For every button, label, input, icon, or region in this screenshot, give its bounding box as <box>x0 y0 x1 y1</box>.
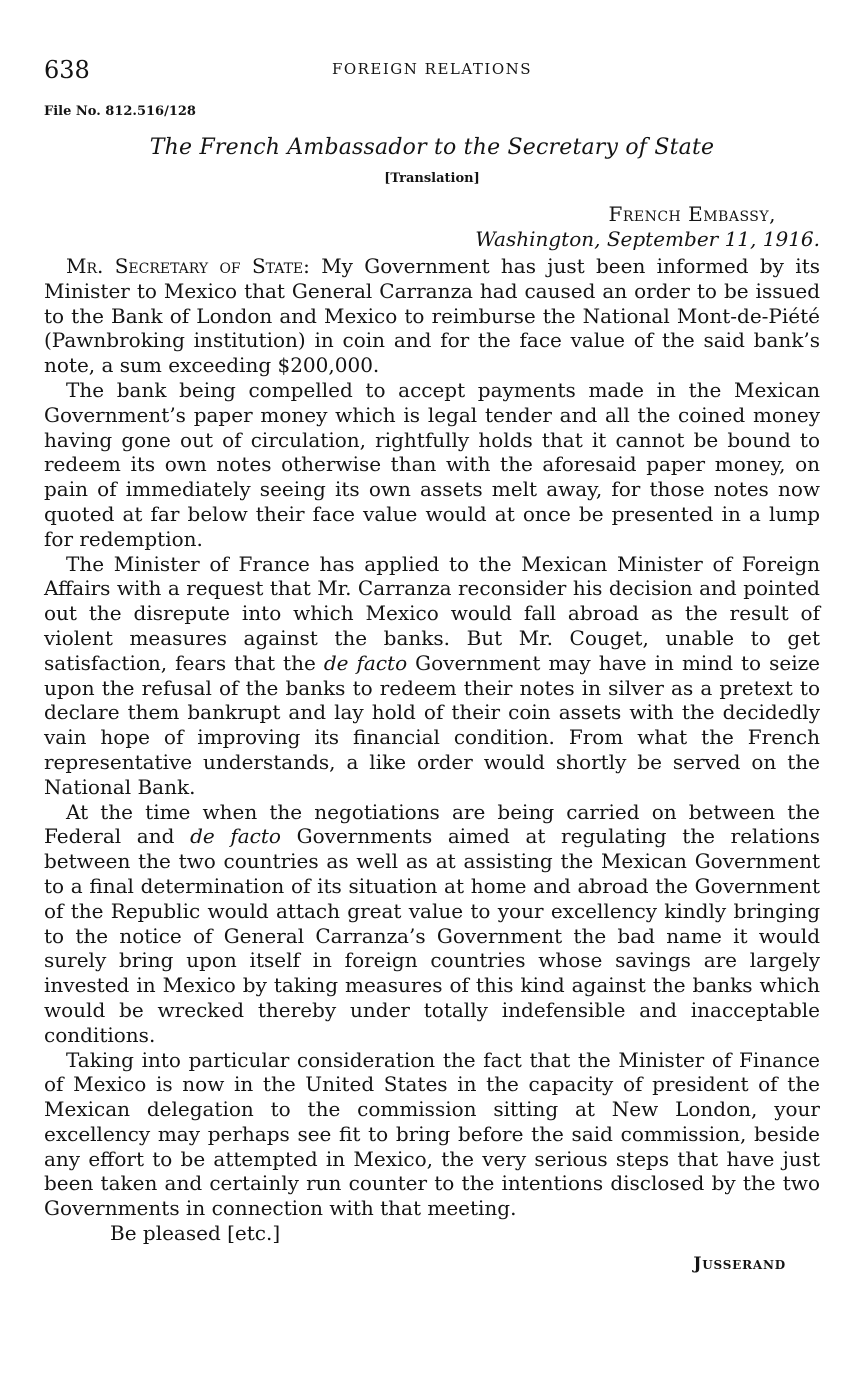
translation-note: [Translation] <box>384 171 480 186</box>
dateline-date: Washington, September 11, 1916. <box>475 227 820 251</box>
document-title: The French Ambassador to the Secretary of State <box>149 135 715 160</box>
paragraph-1 <box>44 254 820 378</box>
salutation: Mr. Secretary of State: <box>66 254 310 278</box>
running-head <box>44 52 820 86</box>
running-title: FOREIGN RELATIONS <box>331 60 533 78</box>
paragraph-3-text-a: The Minister of France has applied to the Mexican Minister of Foreign Affairs with a request that Mr. Carranza reconsider his decision and pointed out the disrepute into which Mexico would fall abroad as the result of violent measures against the banks. But Mr. Couget, unable to get satisfaction, fears that the <box>44 551 820 675</box>
closing: Be pleased [etc.] <box>110 1221 281 1246</box>
page-number: 638 <box>44 56 90 84</box>
paragraph-4 <box>44 800 820 1048</box>
file-number: File No. 812.516/128 <box>44 104 196 119</box>
paragraph-1-text: My Government has just been informed by its Minister to Mexico that General Carranza had caused an order to be issued to the Bank of London and Mexico to reimburse the National Mont-de-Piété (Pawnbroking institution) in coin and for the face value of the said bank’s note, a sum exceeding $200,000. <box>44 254 820 378</box>
paragraph-4-text-b: Governments aimed at regulating the relations between the two countries as well as at assisting the Mexican Government to a final determination of its situation at home and abroad the Government of the Republic would attach great value to your excellency kindly bringing to the notice of General Carranza’s Government the bad name it would surely bring upon itself in foreign countries whose savings are largely invested in Mexico by taking measures of this kind against the banks which would be wrecked thereby under totally indefensible and inacceptable conditions. <box>44 824 820 1047</box>
paragraph-2: The bank being compelled to accept payments made in the Mexican Government’s paper money which is legal tender and all the coined money having gone out of circulation, rightfully holds that it cannot be bound to redeem its own notes otherwise than with the aforesaid paper money, on pain of immediately seeing its own assets melt away, for those notes now quoted at far below their face value would at once be presented in a lump for redemption. <box>44 377 820 551</box>
dateline-place: French Embassy, <box>608 202 776 226</box>
letter-body <box>44 254 820 1221</box>
paragraph-5: Taking into particular consideration the fact that the Minister of Finance of Mexico is now in the United States in the capacity of president of the Mexican delegation to the commission sitting at New London, your excellency may perhaps see fit to bring before the said commission, beside any effort to be attempted in Mexico, the very serious steps that have just been taken and certainly run counter to the intentions disclosed by the two Governments in connection with that meeting. <box>44 1047 820 1221</box>
paragraph-3-text-b: Government may have in mind to seize upon the refusal of the banks to redeem their notes in silver as a pretext to declare them bankrupt and lay hold of their coin assets with the decidedly vain hope of improving its financial condition. From what the French representative understands, a like order would shortly be served on the National Bank. <box>44 650 820 799</box>
paragraph-4-text-a: At the time when the negotiations are being carried on between the Federal and <box>44 799 820 849</box>
document-page <box>44 52 820 1274</box>
signature: Jusserand <box>693 1253 786 1274</box>
paragraph-3-emphasis: de facto <box>323 650 408 675</box>
paragraph-3 <box>44 552 820 800</box>
paragraph-4-emphasis: de facto <box>190 824 281 849</box>
